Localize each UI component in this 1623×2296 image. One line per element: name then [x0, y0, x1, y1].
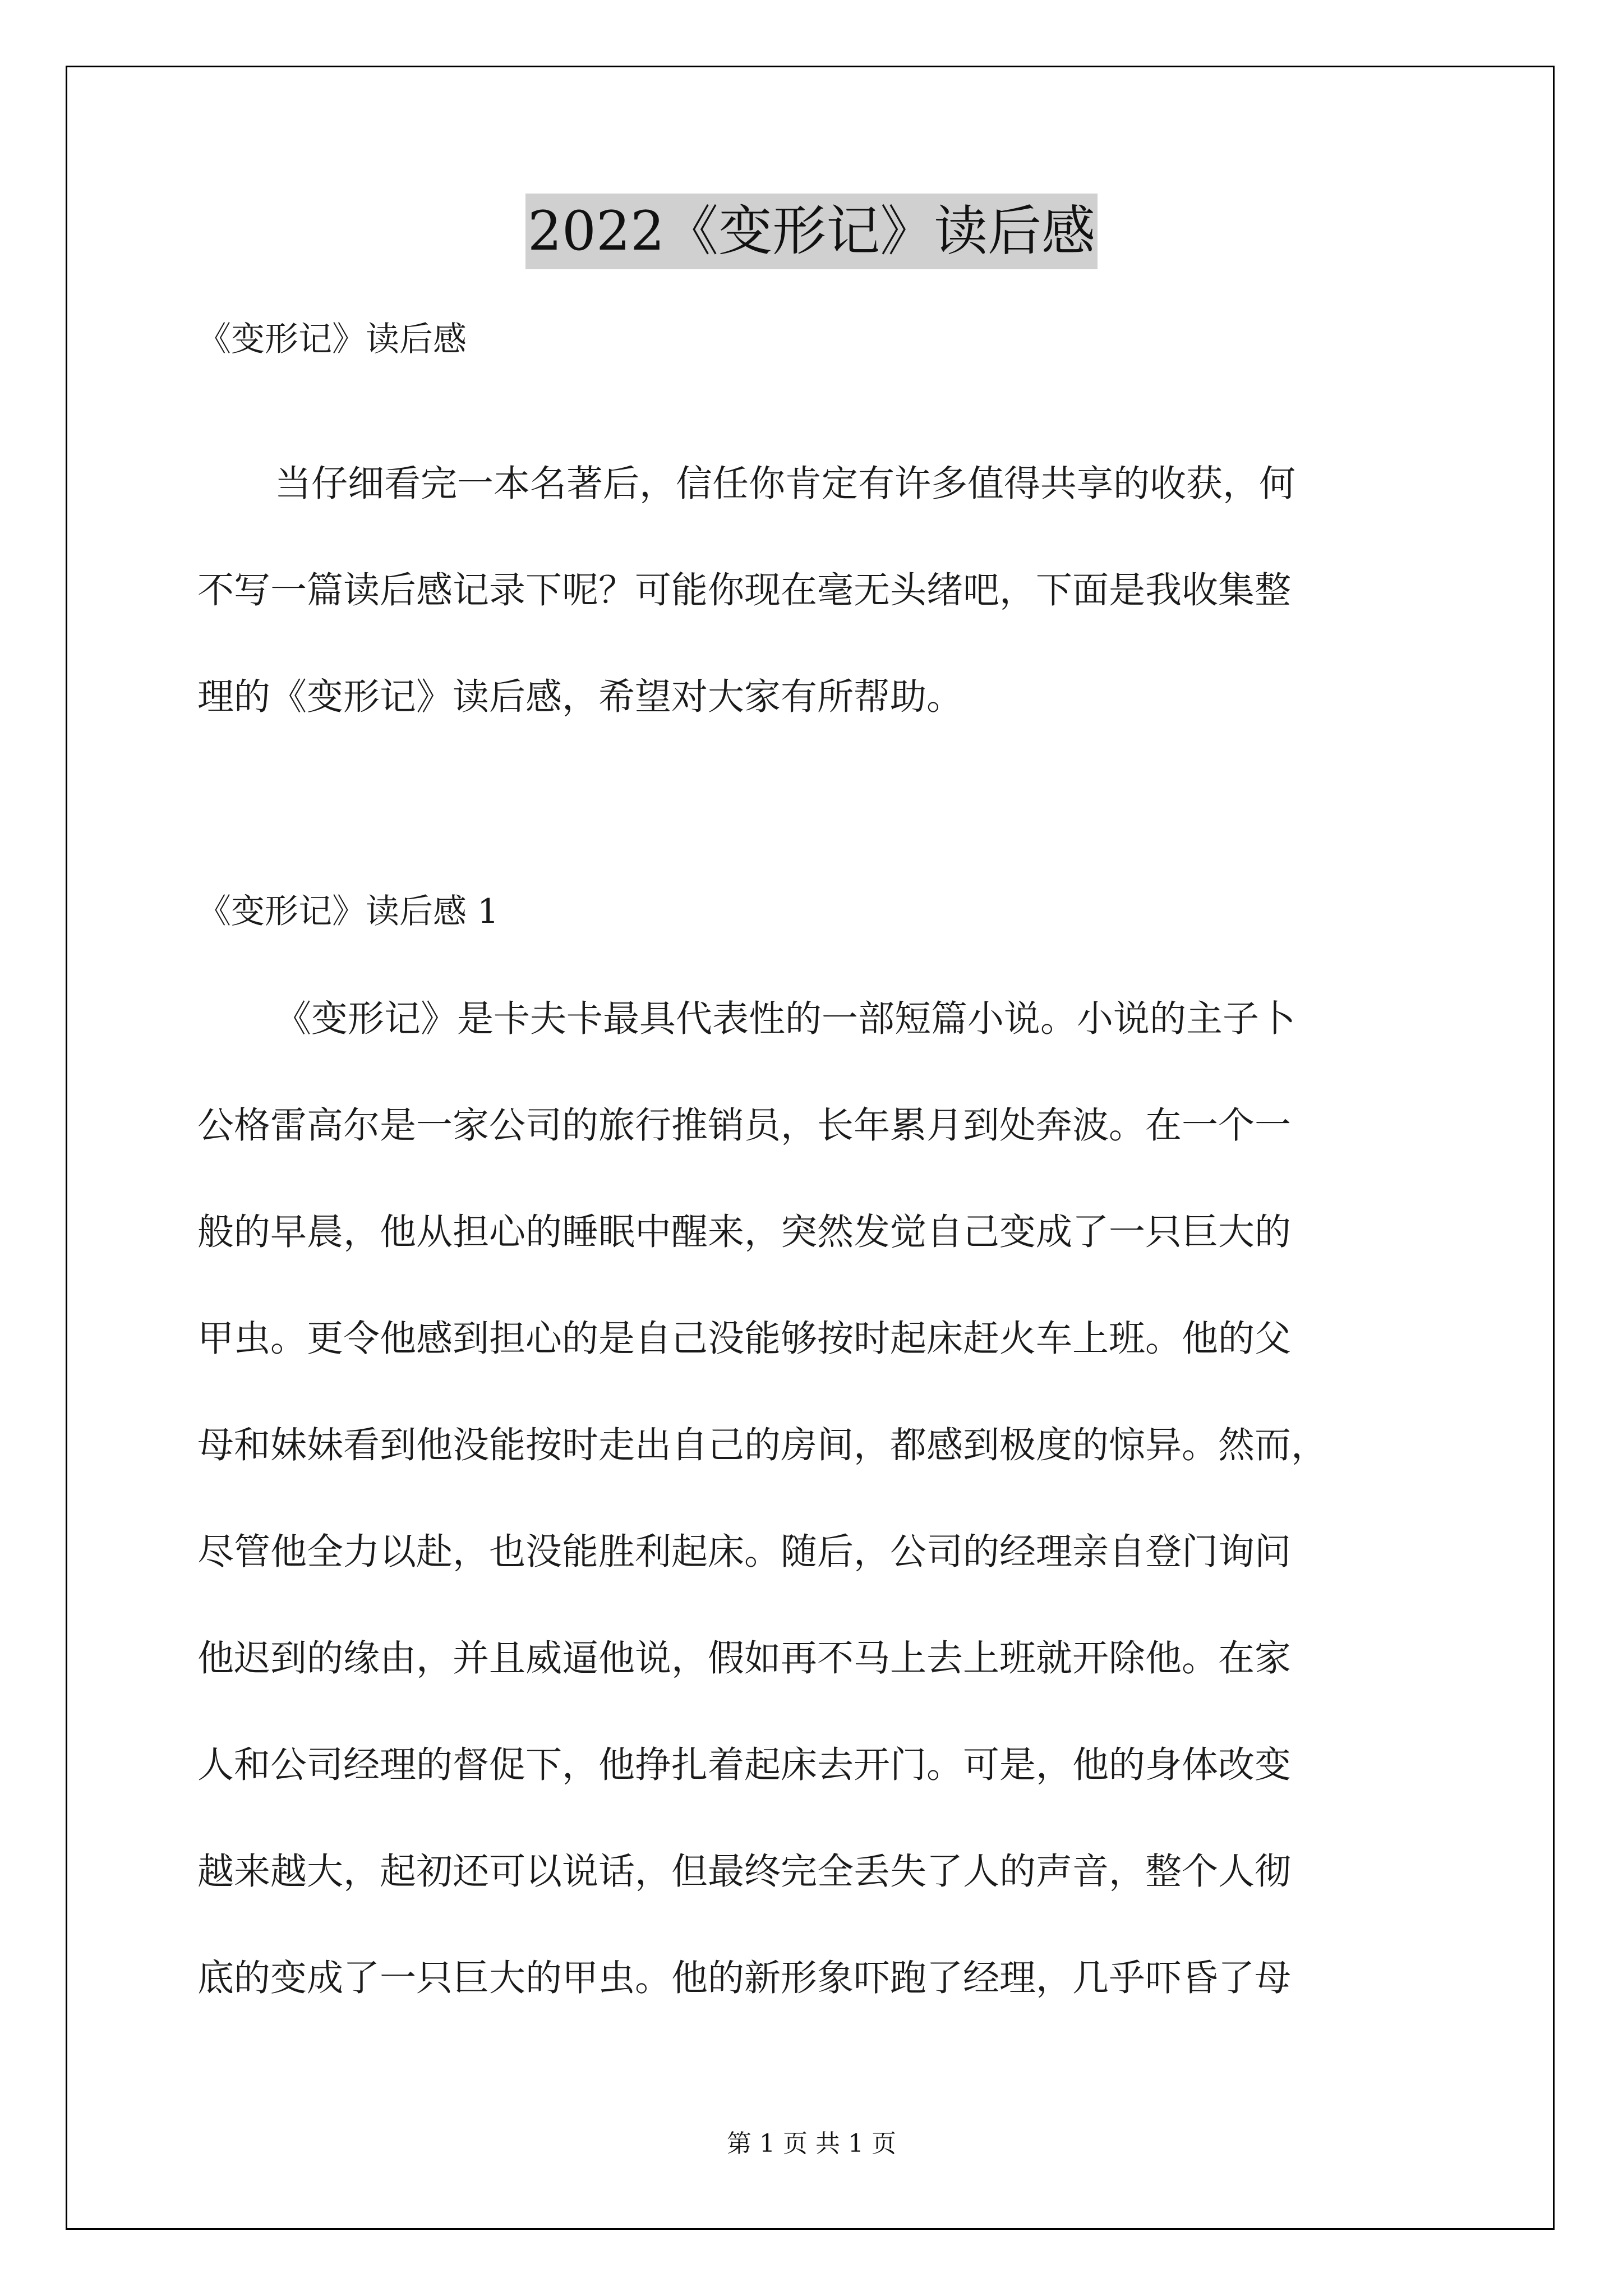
body-line: 尽管他全力以赴，也没能胜利起床。随后，公司的经理亲自登门询问	[197, 1531, 1292, 1573]
intro-line: 理的《变形记》读后感，希望对大家有所帮助。	[197, 676, 963, 718]
body-line: 公格雷高尔是一家公司的旅行推销员，长年累月到处奔波。在一个一	[197, 1105, 1292, 1147]
page-footer: 第 1 页 共 1 页	[727, 2129, 896, 2158]
body-line: 底的变成了一只巨大的甲虫。他的新形象吓跑了经理，几乎吓昏了母	[197, 1957, 1292, 1999]
title-container	[0, 194, 1623, 269]
intro-line: 不写一篇读后感记录下呢？可能你现在毫无头绪吧，下面是我收集整	[197, 569, 1292, 611]
body-line: 母和妹妹看到他没能按时走出自己的房间，都感到极度的惊异。然而，	[197, 1424, 1328, 1466]
body-line: 人和公司经理的督促下，他挣扎着起床去开门。可是，他的身体改变	[197, 1744, 1292, 1786]
intro-line: 当仔细看完一本名著后，信任你肯定有许多值得共享的收获，何	[275, 463, 1296, 505]
document-title: 2022《变形记》读后感	[525, 194, 1098, 269]
body-line: 他迟到的缘由，并且威逼他说，假如再不马上去上班就开除他。在家	[197, 1637, 1292, 1680]
body-line: 般的早晨，他从担心的睡眠中醒来，突然发觉自己变成了一只巨大的	[197, 1211, 1292, 1253]
body-line: 甲虫。更令他感到担心的是自己没能够按时起床赶火车上班。他的父	[197, 1318, 1292, 1360]
section-heading: 《变形记》读后感 1	[197, 892, 499, 931]
body-line: 《变形记》是卡夫卡最具代表性的一部短篇小说。小说的主子卜	[275, 998, 1296, 1040]
intro-heading: 《变形记》读后感	[197, 320, 467, 359]
body-line: 越来越大，起初还可以说话，但最终完全丢失了人的声音，整个人彻	[197, 1851, 1292, 1893]
